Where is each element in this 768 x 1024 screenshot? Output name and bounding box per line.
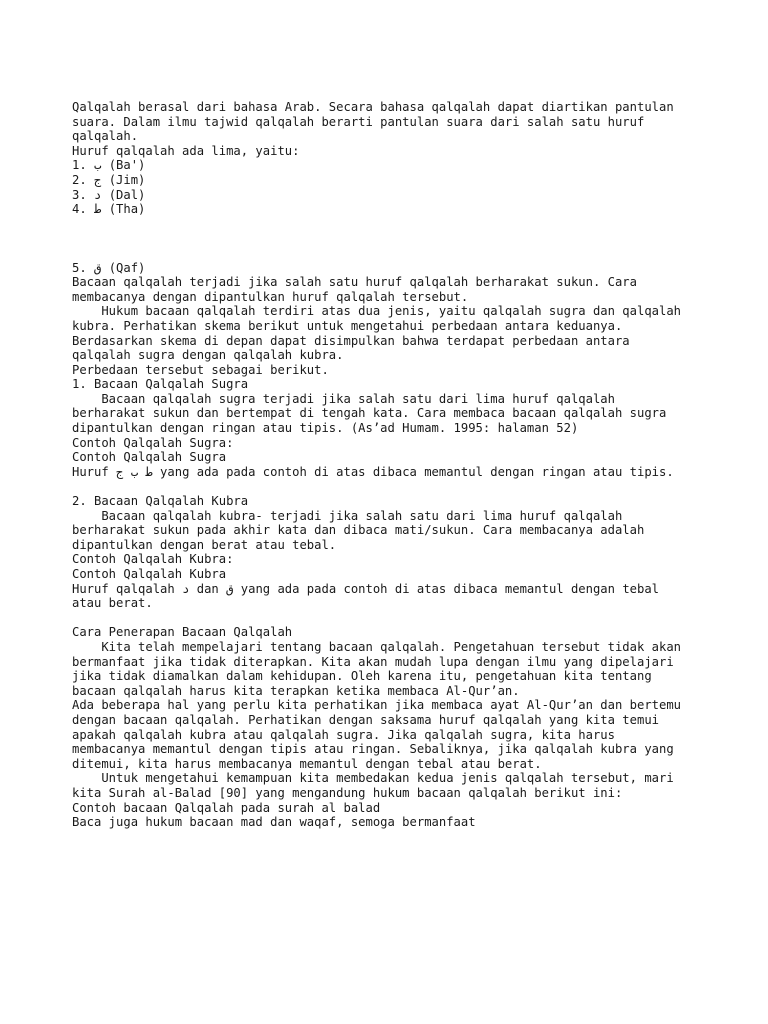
text-line: membacanya memantul dengan tipis atau ringan. Sebaliknya, jika qalqalah kubra yang xyxy=(72,742,674,757)
text-line: bacaan qalqalah harus kita terapkan ketika membaca Al-Qur’an. xyxy=(72,683,520,698)
text-line: berharakat sukun dan bertempat di tengah kata. Cara membaca bacaan qalqalah sugra xyxy=(72,406,667,421)
text-line: 3. د (Dal) xyxy=(72,187,146,202)
text-line: atau berat. xyxy=(72,596,153,611)
blank-line xyxy=(72,246,732,261)
text-line: 1. ب (Ba') xyxy=(72,158,146,173)
document-body xyxy=(72,100,732,830)
text-line: Cara Penerapan Bacaan Qalqalah xyxy=(72,625,293,640)
text-line: Berdasarkan skema di depan dapat disimpulkan bahwa terdapat perbedaan antara xyxy=(72,333,630,348)
text-line: jika tidak diamalkan dalam kehidupan. Oleh karena itu, pengetahuan kita tentang xyxy=(72,669,652,684)
text-line: apakah qalqalah kubra atau qalqalah sugra. Jika qalqalah sugra, kita harus xyxy=(72,727,615,742)
text-line: Bacaan qalqalah kubra- terjadi jika salah satu dari lima huruf qalqalah xyxy=(72,508,623,523)
text-line: 2. ج (Jim) xyxy=(72,172,146,187)
text-line: Huruf qalqalah د dan ق yang ada pada contoh di atas dibaca memantul dengan tebal xyxy=(72,581,660,596)
text-line: Bacaan qalqalah sugra terjadi jika salah satu dari lima huruf qalqalah xyxy=(72,391,615,406)
text-line: ditemui, kita harus membacanya memantul dengan tebal atau berat. xyxy=(72,756,542,771)
text-line: 4. ط (Tha) xyxy=(72,202,146,217)
text-line: Contoh Qalqalah Sugra: xyxy=(72,435,234,450)
text-line: qalqalah. xyxy=(72,129,139,144)
text-line: dengan bacaan qalqalah. Perhatikan dengan saksama huruf qalqalah yang kita temui xyxy=(72,712,659,727)
text-line: Hukum bacaan qalqalah terdiri atas dua jenis, yaitu qalqalah sugra dan qalqalah xyxy=(72,304,682,319)
text-line: membacanya dengan dipantulkan huruf qalqalah tersebut. xyxy=(72,289,469,304)
text-line: 1. Bacaan Qalqalah Sugra xyxy=(72,377,249,392)
blank-line xyxy=(72,217,732,232)
text-line: dipantulkan dengan berat atau tebal. xyxy=(72,537,337,552)
text-line: 2. Bacaan Qalqalah Kubra xyxy=(72,494,249,509)
text-line: 5. ق (Qaf) xyxy=(72,260,146,275)
text-line: Perbedaan tersebut sebagai berikut. xyxy=(72,362,329,377)
text-line: Huruf ط ب ج yang ada pada contoh di atas dibaca memantul dengan ringan atau tipis. xyxy=(72,464,674,479)
blank-line xyxy=(72,231,732,246)
text-line: bermanfaat jika tidak diterapkan. Kita akan mudah lupa dengan ilmu yang dipelajari xyxy=(72,654,674,669)
text-line: dipantulkan dengan ringan atau tipis. (As’ad Humam. 1995: halaman 52) xyxy=(72,421,579,436)
text-line: Untuk mengetahui kemampuan kita membedakan kedua jenis qalqalah tersebut, mari xyxy=(72,771,674,786)
blank-line xyxy=(72,479,732,494)
text-line: Contoh bacaan Qalqalah pada surah al balad xyxy=(72,800,381,815)
text-line: kubra. Perhatikan skema berikut untuk mengetahui perbedaan antara keduanya. xyxy=(72,318,623,333)
text-line: Contoh Qalqalah Kubra xyxy=(72,567,227,581)
text-line: Baca juga hukum bacaan mad dan waqaf, semoga bermanfaat xyxy=(72,815,476,830)
text-line: Qalqalah berasal dari bahasa Arab. Secara bahasa qalqalah dapat diartikan pantulan xyxy=(72,100,674,114)
text-line: Huruf qalqalah ada lima, yaitu: xyxy=(72,143,300,158)
text-line: Contoh Qalqalah Sugra xyxy=(72,450,227,465)
text-line: qalqalah sugra dengan qalqalah kubra. xyxy=(72,348,344,363)
text-line: Contoh Qalqalah Kubra: xyxy=(72,552,234,567)
text-line: Bacaan qalqalah terjadi jika salah satu huruf qalqalah berharakat sukun. Cara xyxy=(72,275,637,290)
text-line: Kita telah mempelajari tentang bacaan qalqalah. Pengetahuan tersebut tidak akan xyxy=(72,639,682,654)
blank-line xyxy=(72,611,732,626)
text-line: suara. Dalam ilmu tajwid qalqalah berarti pantulan suara dari salah satu huruf xyxy=(72,114,645,129)
text-line: berharakat sukun pada akhir kata dan dibaca mati/sukun. Cara membacanya adalah xyxy=(72,523,645,538)
text-line: Ada beberapa hal yang perlu kita perhatikan jika membaca ayat Al-Qur’an dan bertemu xyxy=(72,698,682,713)
text-line: kita Surah al-Balad [90] yang mengandung hukum bacaan qalqalah berikut ini: xyxy=(72,785,623,800)
